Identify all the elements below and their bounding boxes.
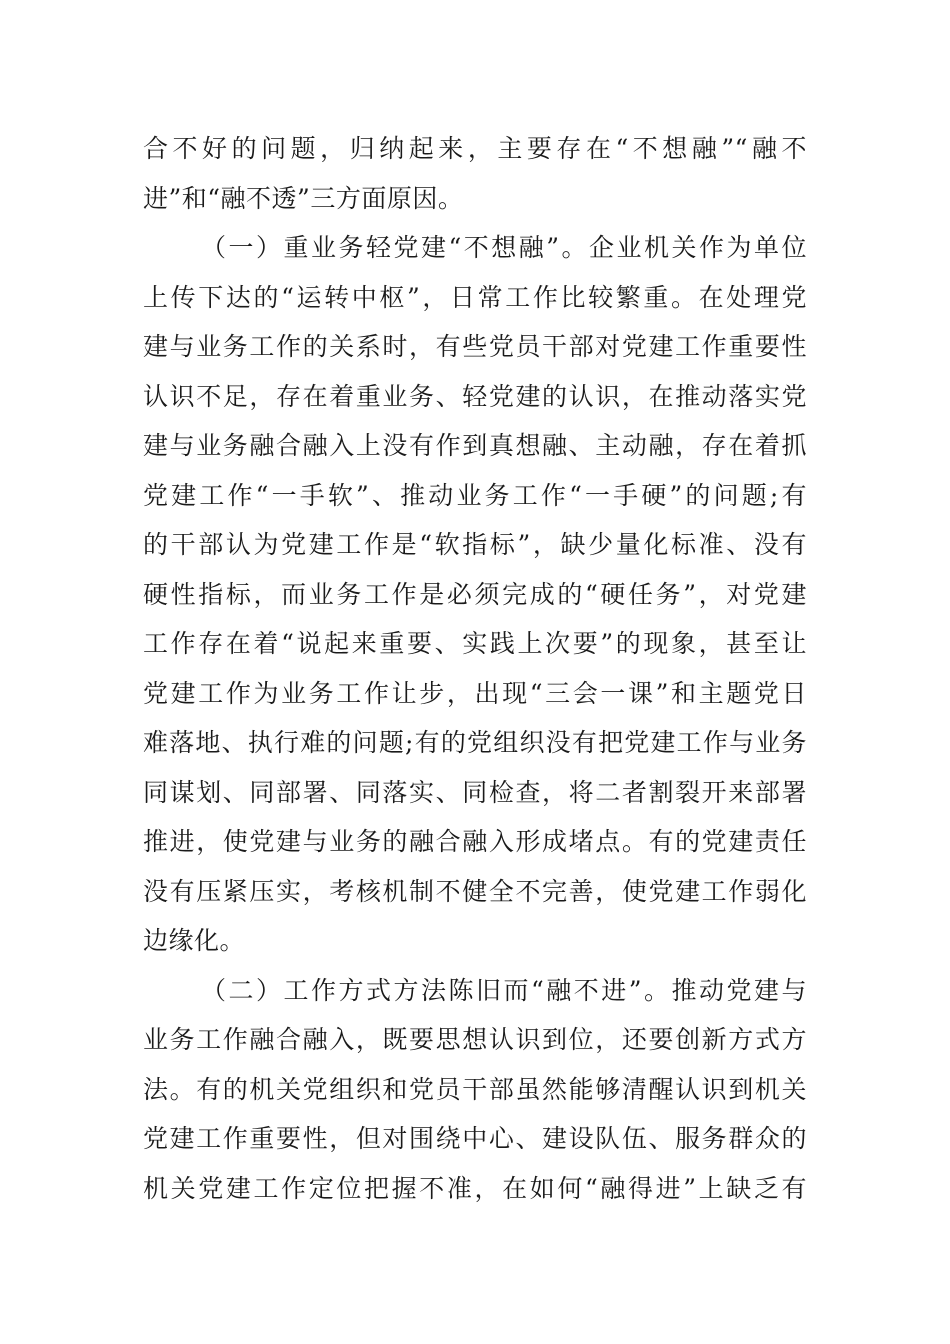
text-line: 合不好的问题，归纳起来，主要存在“不想融”“融不 (143, 134, 807, 163)
text-line: （二）工作方式方法陈旧而“融不进”。推动党建与 (201, 975, 807, 1005)
text-line: 业务工作融合融入，既要思想认识到位，还要创新方式方 (143, 1025, 807, 1054)
text-line: 工作存在着“说起来重要、实践上次要”的现象，甚至让 (143, 629, 807, 658)
text-line: 难落地、执行难的问题;有的党组织没有把党建工作与业务 (143, 728, 807, 757)
body-text (143, 124, 807, 1213)
text-line: 推进，使党建与业务的融合融入形成堵点。有的党建责任 (143, 827, 807, 856)
text-line: 认识不足，存在着重业务、轻党建的认识，在推动落实党 (143, 381, 807, 411)
text-line: 党建工作“一手软”、推动业务工作“一手硬”的问题;有 (143, 480, 807, 510)
text-line: 上传下达的“运转中枢”，日常工作比较繁重。在处理党 (143, 282, 807, 312)
text-line: 进”和“融不透”三方面原因。 (143, 183, 464, 213)
text-line: 机关党建工作定位把握不准，在如何“融得进”上缺乏有 (143, 1173, 807, 1203)
text-line: 没有压紧压实，考核机制不健全不完善，使党建工作弱化 (143, 876, 807, 906)
text-line: 党建工作重要性，但对围绕中心、建设队伍、服务群众的 (143, 1124, 807, 1153)
text-line: 同谋划、同部署、同落实、同检查，将二者割裂开来部署 (143, 777, 807, 807)
text-line: 建与业务融合融入上没有作到真想融、主动融，存在着抓 (143, 431, 807, 460)
text-line: 法。有的机关党组织和党员干部虽然能够清醒认识到机关 (143, 1074, 807, 1104)
text-line: （一）重业务轻党建“不想融”。企业机关作为单位 (201, 233, 807, 262)
text-line: 硬性指标，而业务工作是必须完成的“硬任务”，对党建 (143, 579, 807, 609)
text-line: 建与业务工作的关系时，有些党员干部对党建工作重要性 (143, 332, 807, 361)
text-line: 边缘化。 (143, 926, 246, 955)
text-line: 的干部认为党建工作是“软指标”，缺少量化标准、没有 (143, 530, 807, 559)
text-line: 党建工作为业务工作让步，出现“三会一课”和主题党日 (143, 678, 807, 708)
